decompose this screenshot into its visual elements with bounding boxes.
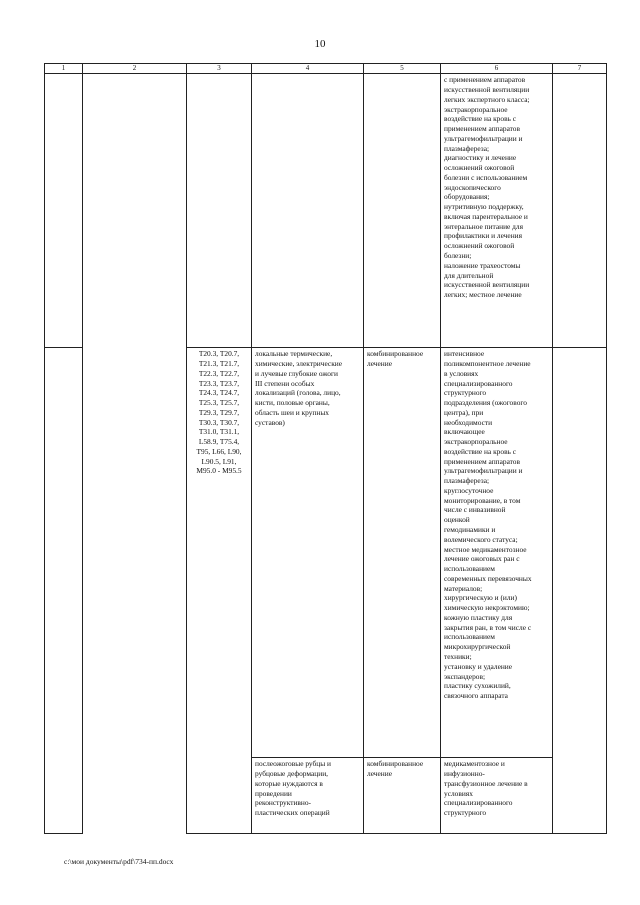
cell-col7 (553, 348, 607, 834)
cell-treatment-methods: медикаментозное и инфузионно- трансфузионное лечение в условиях специализированного структурного (441, 758, 553, 834)
cell-col4 (252, 74, 364, 348)
cell-diagnosis: локальные термические, химические, электрические и лучевые глубокие ожоги III степени особых локализаций (голова, лицо, кисти, половые органы, область шеи и крупных суставов) (252, 348, 364, 758)
column-header-6: 6 (441, 64, 553, 74)
cell-treatment-methods: интенсивное поликомпонентное лечение в условиях специализированного структурного подразделения (ожогового центра), при необходимости включающее экстракорпоральное воздействие на кровь с применением аппаратов ультрагемофильтрации и плазмафереза; круглосуточное мониторирование, в том числе с инвазивной оценкой гемодинамики и волемического статуса; местное медикаментозное лечение ожоговых ран с использованием современных перевязочных материалов; хирургическую и (или) химическую некрэктомию; кожную пластику для закрытия ран, в том числе с использованием микрохирургической техники; установку и удаление экспандеров; пластику сухожилий, связочного аппарата (441, 348, 553, 758)
cell-icd-codes: T20.3, T20.7, T21.3, T21.7, T22.3, T22.7, T23.3, T23.7, T24.3, T24.7, T25.3, T25.7, T29.3, T29.7, T30.3, T30.7, T31.0, T31.1, L58.9, T75.4, T95, L66, L90, L90.5, L91, M95.0 - M95.5 (187, 348, 252, 834)
cell-treatment-methods: с применением аппаратов искусственной вентиляции легких экспертного класса; экстракорпоральное воздействие на кровь с применением аппаратов ультрагемофильтрации и плазмафереза; диагностику и лечение осложнений ожоговой болезни с использованием эндоскопического оборудования; нутритивную поддержку, включая парентеральное и энтеральное питание для профилактики и лечения осложнений ожоговой болезни; наложение трахеостомы для длительной искусственной вентиляции легких; местное лечение (441, 74, 553, 348)
column-header-2: 2 (83, 64, 187, 74)
table-row (45, 348, 607, 758)
footer-file-path: c:\мои документы\pdf\734-пп.docx (64, 857, 174, 866)
cell-col7 (553, 74, 607, 348)
cell-col2 (83, 348, 187, 834)
cell-diagnosis: послеожоговые рубцы и рубцовые деформации, которые нуждаются в проведении реконструктивно- пластических операций (252, 758, 364, 834)
table-header-row (45, 64, 607, 74)
medical-care-table (44, 63, 607, 834)
cell-treatment-type: комбинированное лечение (364, 758, 441, 834)
cell-col5 (364, 74, 441, 348)
column-header-4: 4 (252, 64, 364, 74)
cell-col1 (45, 74, 83, 348)
column-header-3: 3 (187, 64, 252, 74)
column-header-7: 7 (553, 64, 607, 74)
cell-col1 (45, 348, 83, 834)
column-header-1: 1 (45, 64, 83, 74)
page-number: 10 (314, 38, 326, 50)
cell-col3 (187, 74, 252, 348)
cell-treatment-type: комбинированное лечение (364, 348, 441, 758)
table-row (45, 74, 607, 348)
cell-col2 (83, 74, 187, 348)
column-header-5: 5 (364, 64, 441, 74)
